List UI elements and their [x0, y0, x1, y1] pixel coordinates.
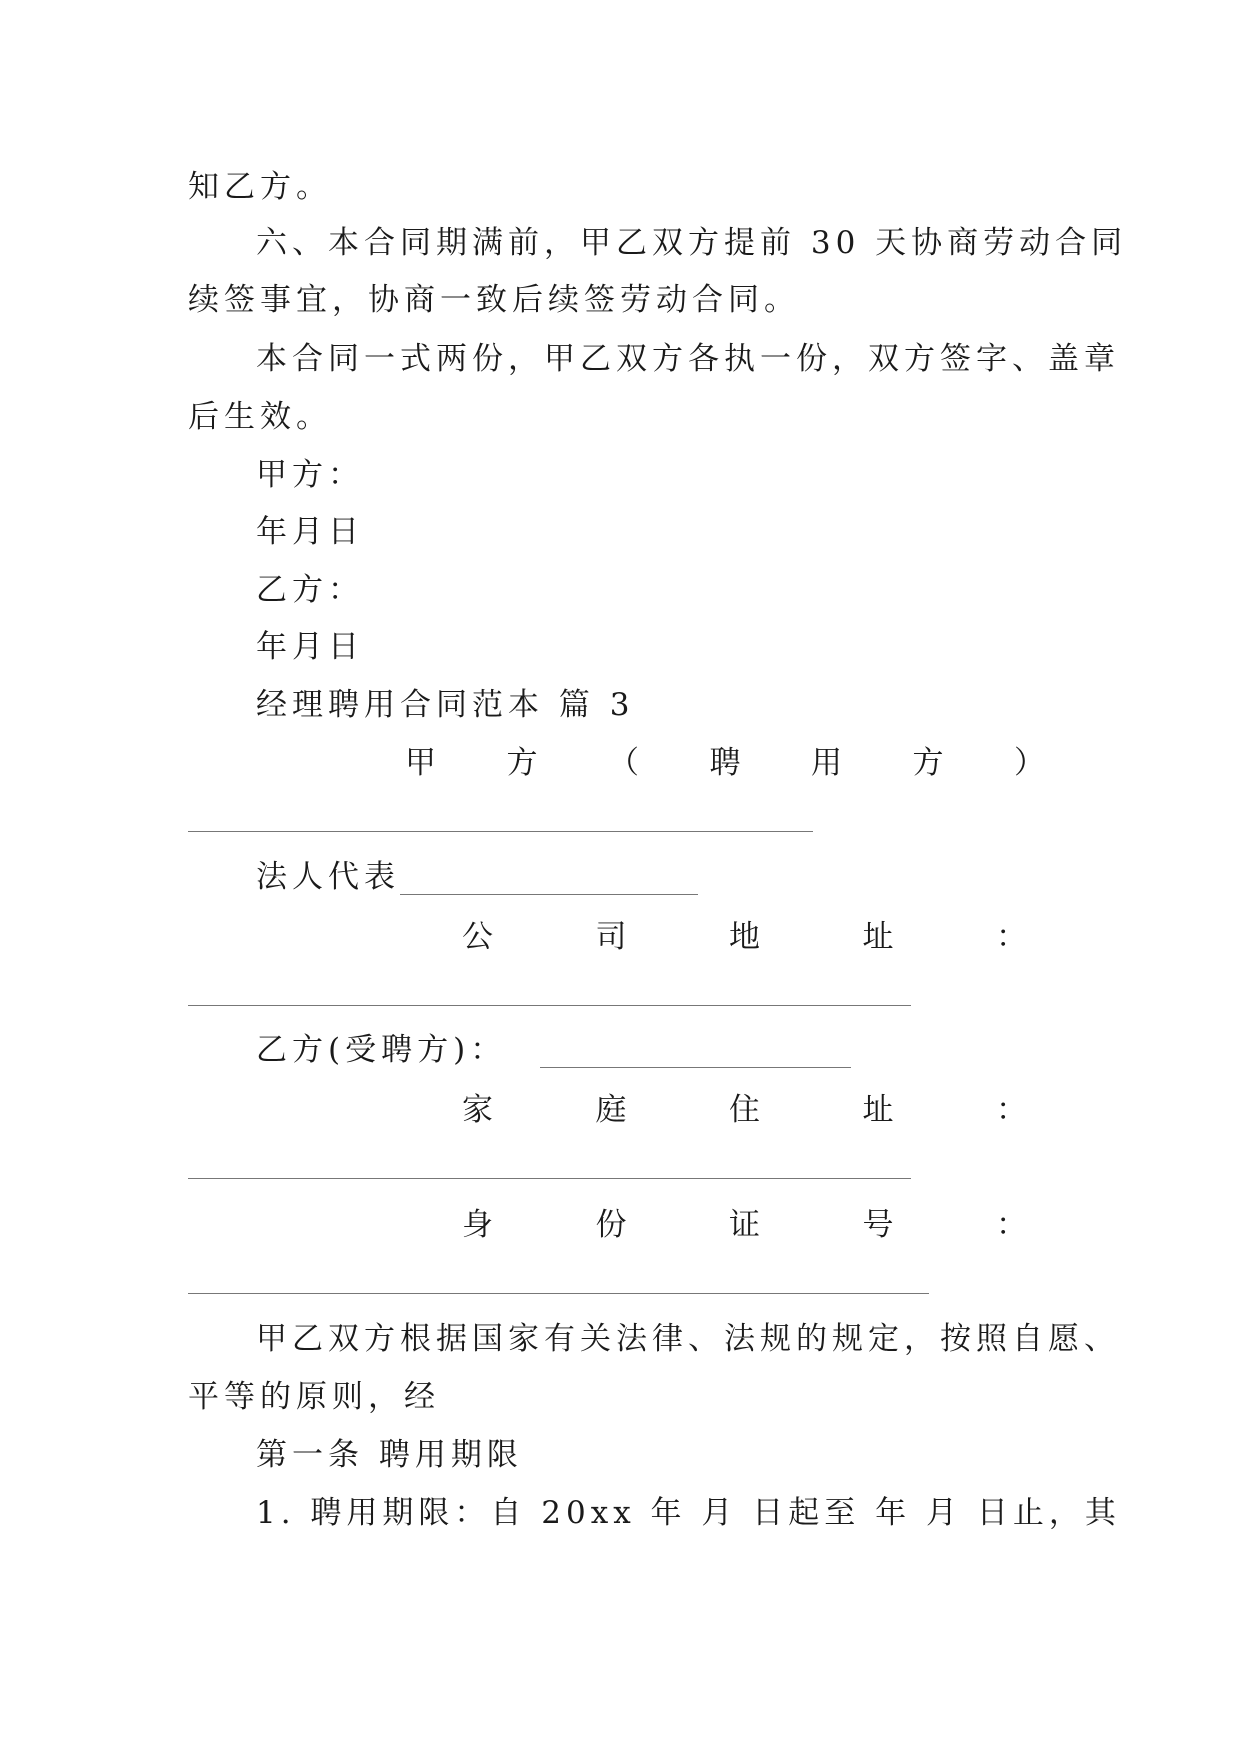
spread-char: 址	[862, 919, 894, 955]
article-one-heading: 第一条 聘用期限	[256, 1437, 523, 1473]
spread-char: 份	[595, 1207, 627, 1243]
spread-char: 甲	[405, 745, 436, 781]
clause-six-line1: 六、本合同期满前，甲乙双方提前 30 天协商劳动合同	[256, 225, 1128, 261]
company-address-blank-line	[188, 1005, 911, 1006]
text-line: 知乙方。	[188, 169, 332, 205]
spread-char: 聘	[709, 745, 741, 781]
spread-char: ）	[1014, 745, 1045, 781]
spread-char: 地	[729, 919, 760, 955]
spread-char: 用	[811, 745, 842, 781]
spread-char: ：	[996, 919, 1027, 955]
employment-term-line: 1. 聘用期限：自 20xx 年 月 日起至 年 月 日止，其	[256, 1495, 1121, 1531]
spread-char: ：	[996, 1092, 1027, 1128]
home-address-blank-line	[188, 1178, 911, 1179]
spread-char: 公	[462, 919, 493, 955]
section-title: 经理聘用合同范本 篇 3	[256, 687, 635, 723]
home-address-label-row	[462, 1090, 1027, 1130]
legal-representative-blank-line	[400, 894, 698, 895]
party-b-date-label: 年月日	[256, 629, 364, 665]
spread-char: 址	[862, 1092, 894, 1128]
copies-clause-line1: 本合同一式两份，甲乙双方各执一份，双方签字、盖章	[256, 341, 1120, 377]
employee-blank-line	[540, 1067, 851, 1068]
employee-row	[256, 1030, 851, 1070]
party-a-date-label: 年月日	[256, 514, 364, 550]
spread-char: （	[608, 745, 639, 781]
spread-char: 庭	[595, 1092, 627, 1128]
preamble-line2: 平等的原则，经	[188, 1379, 440, 1415]
spread-char: 家	[462, 1092, 493, 1128]
spread-char: 司	[595, 919, 627, 955]
spread-char: 方	[506, 745, 538, 781]
spread-char: 住	[729, 1092, 760, 1128]
copies-clause-line2: 后生效。	[188, 399, 332, 435]
spread-char: ：	[996, 1207, 1027, 1243]
spread-char: 证	[729, 1207, 760, 1243]
employer-label-row	[405, 743, 1045, 783]
spread-char: 方	[912, 745, 944, 781]
id-number-blank-line	[188, 1293, 929, 1294]
party-b-signature-label: 乙方：	[256, 572, 364, 608]
legal-representative-row	[256, 857, 698, 897]
id-number-label-row	[462, 1205, 1027, 1245]
company-address-label-row	[462, 917, 1027, 957]
legal-representative-label: 法人代表	[256, 859, 400, 895]
spread-char: 身	[462, 1207, 493, 1243]
employer-blank-line	[188, 831, 813, 832]
employee-label: 乙方(受聘方)：	[256, 1032, 507, 1068]
preamble-line1: 甲乙双方根据国家有关法律、法规的规定，按照自愿、	[256, 1321, 1120, 1357]
party-a-signature-label: 甲方：	[256, 457, 364, 493]
spread-char: 号	[862, 1207, 894, 1243]
clause-six-line2: 续签事宜，协商一致后续签劳动合同。	[188, 282, 800, 318]
